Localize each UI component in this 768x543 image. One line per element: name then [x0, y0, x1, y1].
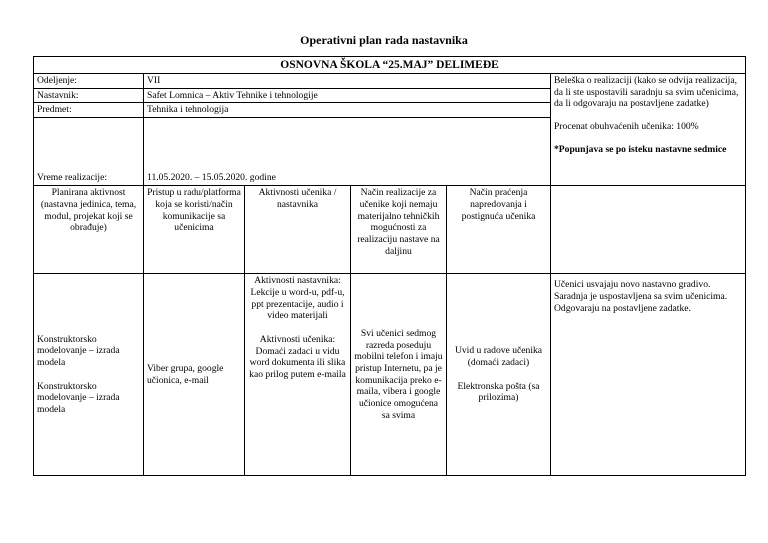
- header-activities: Aktivnosti učenika / nastavnika: [245, 186, 351, 274]
- class-label: Odeljenje:: [34, 74, 144, 89]
- remark-cell: [551, 274, 746, 476]
- class-row: [34, 74, 746, 89]
- header-remark: [551, 186, 746, 274]
- fill-note: *Popunjava se po isteku nastavne sedmice: [554, 143, 727, 155]
- tracking-cell: [447, 274, 551, 476]
- teacher-activities: Aktivnosti nastavnika: Lekcije u word-u, pdf-u, ppt prezentacije, audio i video materijali: [250, 275, 345, 322]
- header-activity: Planirana aktivnost (nastavna jedinica, tema, modul, projekat koji se obrađuje): [34, 186, 144, 274]
- time-label: Vreme realizacije:: [34, 118, 144, 186]
- plan-table: [33, 56, 746, 476]
- teacher-value: Safet Lomnica – Aktiv Tehnike i tehnologije: [144, 88, 551, 103]
- header-tracking: Način praćenja napredovanja i postignuća učenika: [447, 186, 551, 274]
- teacher-label: Nastavnik:: [34, 88, 144, 103]
- access-cell: Viber grupa, google učionica, e-mail: [144, 274, 245, 476]
- note-description: Beleška o realizaciji (kako se odvija realizacija, da li ste uspostavili saradnju sa svim učenicima, da li odgovaraju na postavljene zadatke): [554, 75, 739, 110]
- school-name: OSNOVNA ŠKOLA “25.MAJ” DELIMEĐE: [34, 57, 746, 74]
- table-row: [34, 274, 746, 476]
- activities-cell: [245, 274, 351, 476]
- subject-label: Predmet:: [34, 103, 144, 118]
- header-no-material: Način realizacije za učenike koji nemaju materijalno tehničkih mogućnosti za realizaciju nastave na daljinu: [351, 186, 447, 274]
- student-activities: Aktivnosti učenika: Domaći zadaci u vidu word dokumenta ili slika kao prilog putem e-maila: [249, 333, 346, 381]
- coverage-percent: Procenat obuhvaćenih učenika: 100%: [554, 121, 699, 133]
- remark-text: Učenici usvajaju novo nastavno gradivo. Saradnja je uspostavljena sa svim učenicima. Odgovaraju na postavljene zadatke.: [554, 279, 728, 314]
- activity-1: Konstruktorsko modelovanje – izrada modela: [37, 333, 120, 368]
- no-material-cell: Svi učenici sedmog razreda poseduju mobilni telefon i imaju pristup Internetu, pa je komunikacija preko e-maila, vibera i google učionice omogućena sa svima: [351, 274, 447, 476]
- subject-value: Tehnika i tehnologija: [144, 103, 551, 118]
- header-access: Pristup u radu/platforma koja se koristi/način komunikacije sa učenicima: [144, 186, 245, 274]
- header-row: [34, 186, 746, 274]
- document-title: Operativni plan rada nastavnika: [300, 33, 468, 47]
- time-value: 11.05.2020. – 15.05.2020. godine: [144, 118, 551, 186]
- activity-cell: [34, 274, 144, 476]
- tracking-1: Uvid u radove učenika (domaći zadaci): [454, 345, 543, 368]
- activity-2: Konstruktorsko modelovanje – izrada modela: [37, 380, 120, 416]
- class-value: VII: [144, 74, 551, 89]
- school-row: [34, 57, 746, 74]
- realization-note: [551, 74, 746, 186]
- tracking-2: Elektronska pošta (sa prilozima): [457, 380, 540, 404]
